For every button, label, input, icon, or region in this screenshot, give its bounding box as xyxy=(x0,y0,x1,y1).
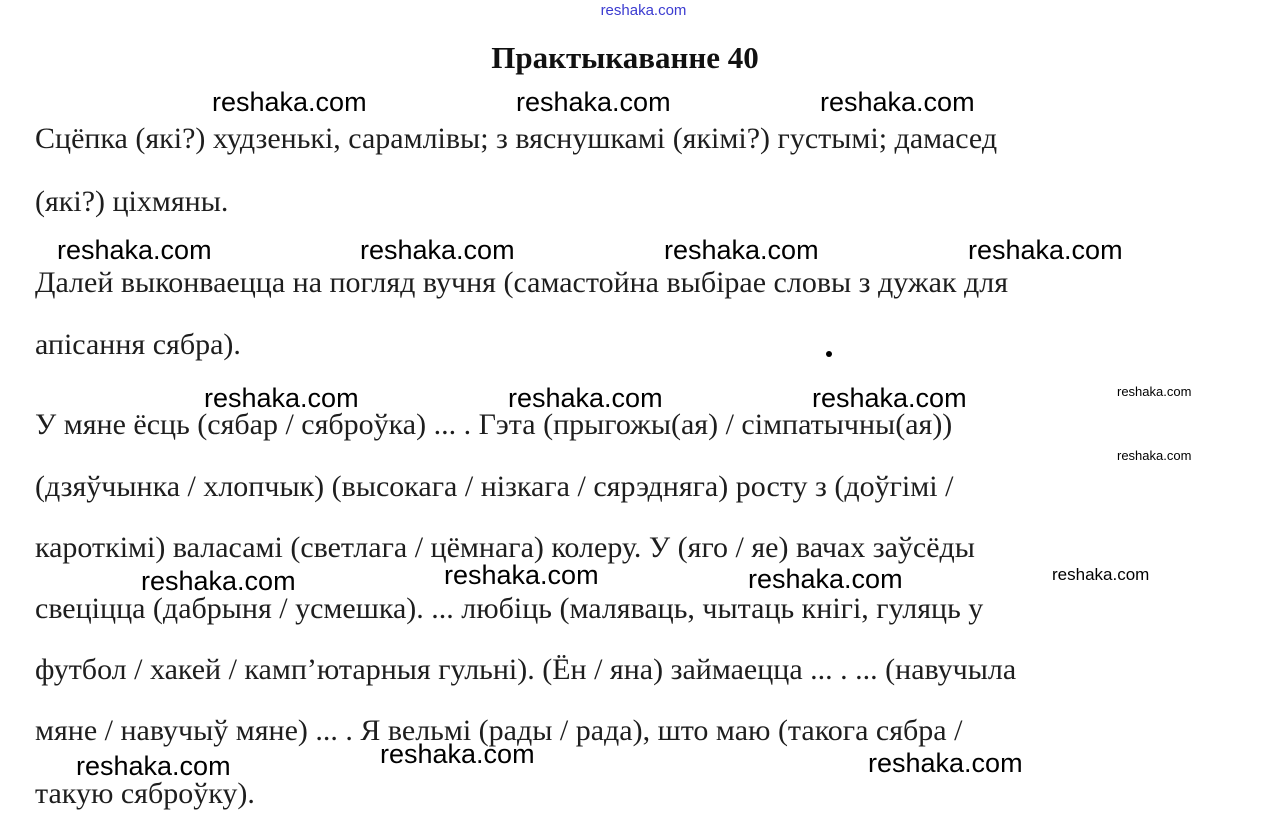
watermark: reshaka.com xyxy=(360,235,515,265)
watermark: reshaka.com xyxy=(212,87,367,117)
text-line-10: мяне / навучыў мяне) ... . Я вельмі (рады / рада), што маю (такога сябра / xyxy=(35,714,963,747)
watermark: reshaka.com xyxy=(1117,448,1192,463)
text-line-8: свеціцца (дабрыня / усмешка). ... любіць (маляваць, чытаць кнігі, гуляць у xyxy=(35,592,984,625)
watermark: reshaka.com xyxy=(204,383,359,413)
text-line-3: Далей выконваецца на погляд вучня (самастойна выбірае словы з дужак для xyxy=(35,266,1009,299)
watermark: reshaka.com xyxy=(748,564,903,594)
watermark: reshaka.com xyxy=(444,560,599,590)
watermark: reshaka.com xyxy=(1052,565,1150,584)
watermark: reshaka.com xyxy=(1117,384,1192,399)
watermark: reshaka.com xyxy=(664,235,819,265)
watermark: reshaka.com xyxy=(812,383,967,413)
top-watermark: reshaka.com xyxy=(600,2,687,19)
text-line-4: апісання сябра). xyxy=(35,328,241,361)
watermark: reshaka.com xyxy=(820,87,975,117)
watermark: reshaka.com xyxy=(57,235,212,265)
watermark: reshaka.com xyxy=(508,383,663,413)
watermark: reshaka.com xyxy=(380,739,535,769)
page-title: Практыкаванне 40 xyxy=(491,40,759,75)
watermark: reshaka.com xyxy=(968,235,1123,265)
watermark: reshaka.com xyxy=(76,751,231,781)
stray-dot xyxy=(826,351,832,357)
text-line-5: У мяне ёсць (сябар / сяброўка) ... . Гэта (прыгожы(ая) / сімпатычны(ая)) xyxy=(35,408,953,441)
text-line-2: (які?) ціхмяны. xyxy=(35,185,229,218)
text-line-7: кароткімі) валасамі (светлага / цёмнага) колеру. У (яго / яе) вачах заўсёды xyxy=(35,531,975,564)
watermark: reshaka.com xyxy=(141,566,296,596)
watermark: reshaka.com xyxy=(868,748,1023,778)
text-line-6: (дзяўчынка / хлопчык) (высокага / нізкага / сярэдняга) росту з (доўгімі / xyxy=(35,470,954,503)
text-line-1: Сцёпка (які?) худзенькі, сарамлівы; з вяснушкамі (якімі?) густымі; дамасед xyxy=(35,122,998,155)
text-line-11: такую сяброўку). xyxy=(35,777,255,810)
text-line-9: футбол / хакей / камп’ютарныя гульні). (Ён / яна) займаецца ... . ... (навучыла xyxy=(35,653,1017,686)
watermark: reshaka.com xyxy=(516,87,671,117)
